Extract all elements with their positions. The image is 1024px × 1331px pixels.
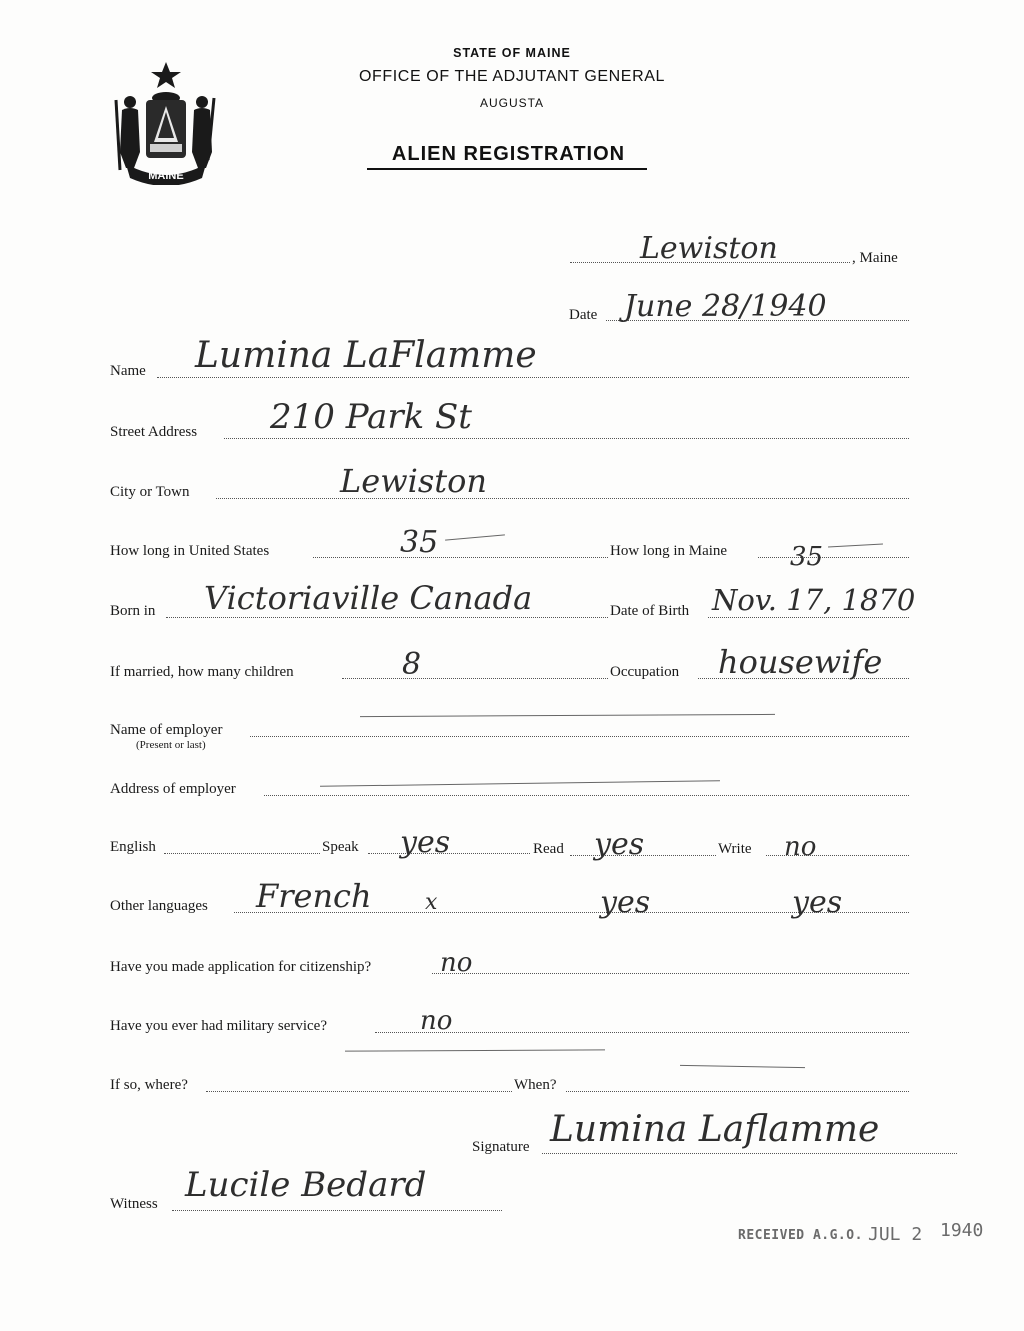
married-children-line bbox=[342, 678, 608, 679]
employer-address-line bbox=[264, 795, 909, 796]
english-label: English bbox=[110, 839, 156, 855]
when-line bbox=[566, 1091, 909, 1092]
when-label: When? bbox=[514, 1077, 557, 1093]
employer-blank-stroke bbox=[360, 714, 775, 717]
other-languages-label: Other languages bbox=[110, 898, 208, 914]
english-read-value: yes bbox=[594, 827, 645, 862]
city-line bbox=[216, 498, 909, 499]
header-city: AUGUSTA bbox=[479, 96, 545, 110]
how-long-maine-flourish bbox=[828, 544, 883, 548]
other-language-mark: x bbox=[425, 890, 438, 915]
maine-label: , Maine bbox=[852, 250, 898, 266]
received-stamp-date: JUL 2 bbox=[868, 1224, 923, 1245]
employer-sublabel: (Present or last) bbox=[136, 739, 206, 751]
date-of-birth-line bbox=[708, 617, 909, 618]
header-state: STATE OF MAINE bbox=[453, 46, 571, 60]
employer-address-blank-stroke bbox=[320, 780, 720, 787]
where-line bbox=[206, 1091, 512, 1092]
citizenship-value: no bbox=[440, 948, 473, 978]
where-label: If so, where? bbox=[110, 1077, 188, 1093]
military-value: no bbox=[420, 1006, 453, 1036]
employer-address-label: Address of employer bbox=[110, 781, 236, 797]
street-value: 210 Park St bbox=[270, 397, 472, 437]
received-stamp-year: 1940 bbox=[940, 1220, 984, 1241]
city-value: Lewiston bbox=[340, 462, 487, 500]
employer-line bbox=[250, 736, 909, 737]
military-blank-stroke bbox=[345, 1049, 605, 1051]
other-language-write-value: yes bbox=[792, 885, 843, 920]
born-in-line bbox=[166, 617, 608, 618]
english-line bbox=[164, 853, 320, 854]
military-label: Have you ever had military service? bbox=[110, 1018, 327, 1034]
born-in-value: Victoriaville Canada bbox=[204, 579, 533, 617]
witness-line bbox=[172, 1210, 502, 1211]
title-underline bbox=[367, 168, 647, 170]
citizenship-label: Have you made application for citizenship? bbox=[110, 959, 372, 975]
witness-value: Lucile Bedard bbox=[185, 1165, 427, 1205]
signature-value: Lumina Laflamme bbox=[550, 1109, 880, 1150]
read-label: Read bbox=[533, 841, 564, 857]
how-long-maine-label: How long in Maine bbox=[610, 543, 728, 559]
other-language-value: French bbox=[256, 877, 372, 915]
place-value: Lewiston bbox=[640, 231, 778, 266]
how-long-maine-line bbox=[758, 557, 909, 558]
occupation-label: Occupation bbox=[610, 664, 680, 680]
how-long-us-flourish bbox=[445, 534, 505, 540]
military-line bbox=[375, 1032, 909, 1033]
name-label: Name bbox=[110, 363, 146, 379]
received-stamp: RECEIVED A.G.O. bbox=[738, 1228, 863, 1243]
street-label: Street Address bbox=[110, 424, 198, 440]
write-label: Write bbox=[718, 841, 752, 857]
street-line bbox=[224, 438, 909, 439]
date-value: June 28/1940 bbox=[624, 289, 827, 324]
children-value: 8 bbox=[402, 647, 422, 682]
occupation-value: housewife bbox=[718, 643, 883, 681]
how-long-us-line bbox=[313, 557, 608, 558]
signature-label: Signature bbox=[472, 1139, 530, 1155]
name-line bbox=[157, 377, 909, 378]
citizenship-line bbox=[432, 973, 909, 974]
english-speak-value: yes bbox=[400, 825, 451, 860]
header-office: OFFICE OF THE ADJUTANT GENERAL bbox=[358, 68, 666, 85]
english-write-value: no bbox=[784, 832, 817, 862]
how-long-us-value: 35 bbox=[400, 525, 439, 560]
witness-label: Witness bbox=[110, 1196, 158, 1212]
married-children-label: If married, how many children bbox=[110, 664, 294, 680]
signature-line bbox=[542, 1153, 957, 1154]
how-long-maine-value: 35 bbox=[790, 542, 824, 572]
form-title: ALIEN REGISTRATION bbox=[391, 143, 626, 165]
name-value: Lumina LaFlamme bbox=[195, 335, 537, 376]
how-long-us-label: How long in United States bbox=[110, 543, 270, 559]
date-of-birth-value: Nov. 17, 1870 bbox=[712, 583, 916, 617]
when-blank-stroke bbox=[680, 1065, 805, 1068]
city-label: City or Town bbox=[110, 484, 190, 500]
date-of-birth-label: Date of Birth bbox=[610, 603, 690, 619]
born-in-label: Born in bbox=[110, 603, 156, 619]
other-language-read-value: yes bbox=[600, 885, 651, 920]
speak-label: Speak bbox=[322, 839, 359, 855]
svg-text:MAINE: MAINE bbox=[148, 170, 184, 182]
employer-label: Name of employer bbox=[110, 722, 223, 738]
date-label: Date bbox=[569, 307, 598, 323]
